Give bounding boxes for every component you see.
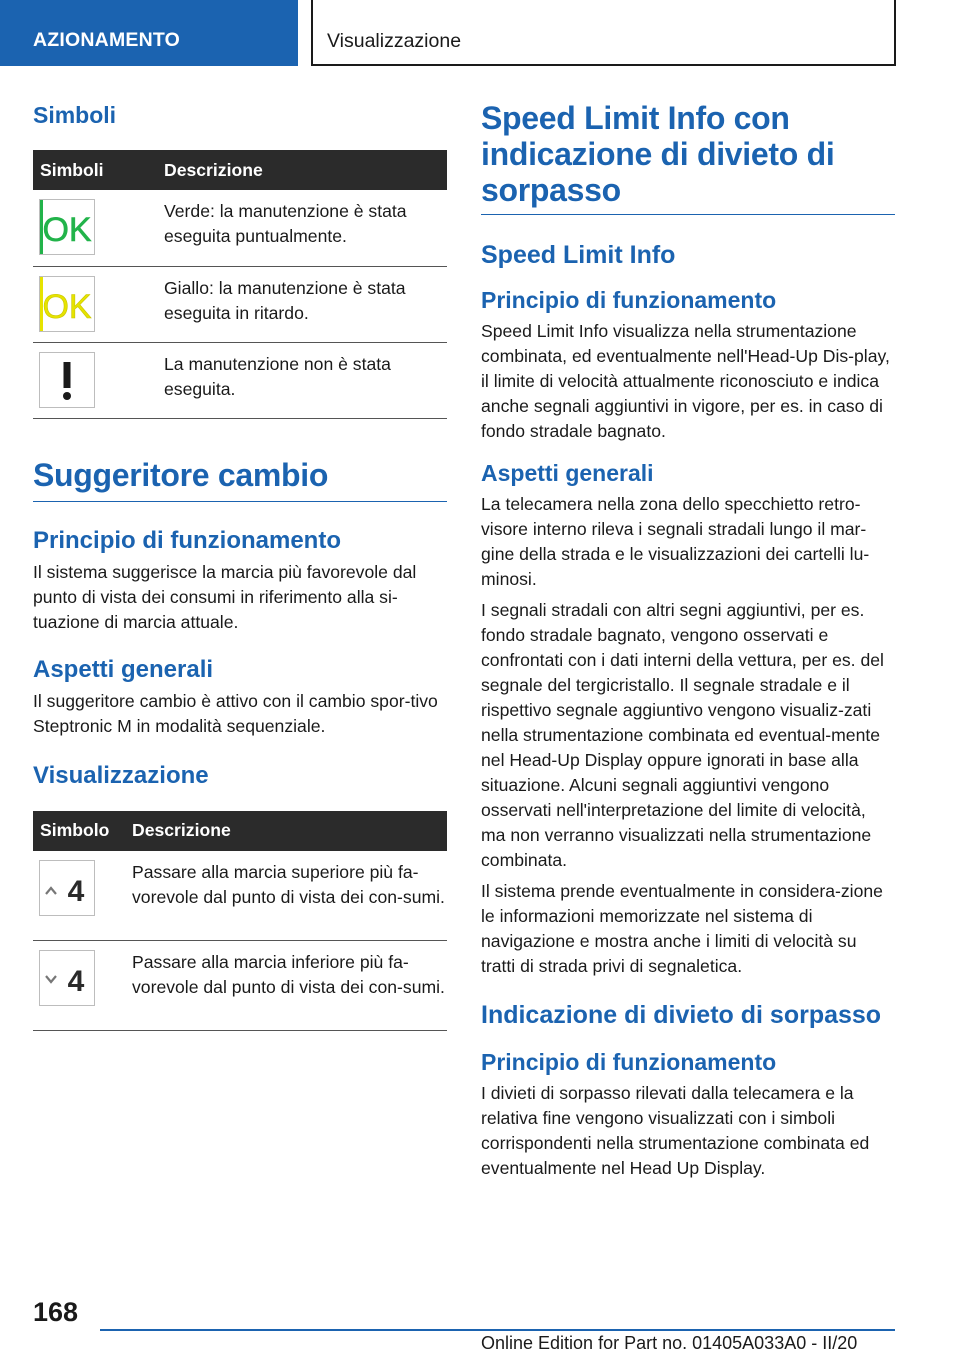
table-header-simbolo: Simbolo [33,811,124,851]
svg-text:OK: OK [42,211,92,249]
principio-text: Speed Limit Info visualizza nella strumentazione combinata, ed eventualmente nell'Head-Up Dis-play, il limite di velocità attualmente riconosciuto e indica anche segnali aggiuntivi in vigore, per es. in caso di fondo stradale bagnato. [481,321,890,441]
ok-yellow-icon [39,276,95,332]
row-description: Verde: la manutenzione è stata eseguita puntualmente. [156,190,447,266]
gear-table [33,811,447,1032]
row-description: Passare alla marcia inferiore più fa-vorevole dal punto di vista dei con-sumi. [124,941,447,1031]
svg-text:OK: OK [42,287,92,326]
principio-text: Il sistema suggerisce la marcia più favorevole dal punto di vista dei consumi in riferimento alla si-tuazione di marcia attuale. [33,561,417,632]
page-number: 168 [33,1297,79,1327]
section-tab[interactable] [0,0,298,66]
table-row [33,342,447,418]
gear-number: 4 [67,965,85,998]
ok-green-icon [39,199,95,255]
table-header-simboli: Simboli [33,150,156,190]
gear-number: 4 [67,874,85,908]
divieto-heading: Indicazione di divieto di sorpasso [481,1001,882,1029]
principio-heading: Principio di funzionamento [481,287,777,313]
aspetti-heading: Aspetti generali [481,460,654,486]
table-header-descrizione: Descrizione [124,811,447,851]
chapter-tab [311,0,896,66]
aspetti-paragraph-3: Il sistema prende eventualmente in considera-zione le informazioni memorizzate nel sistema di navigazione e mostra anche i limiti di velocità su tratti di strada privi di segnaletica. [481,881,883,976]
aspetti-paragraph-1: La telecamera nella zona dello specchietto retro-visore interno rileva i segnali stradali lungo il mar-gine della strada e le visualizzazioni dei cartelli lu-minosi. [481,494,870,589]
speed-limit-title: Speed Limit Info con indicazione di divieto di sorpasso [481,100,895,215]
exclamation-icon [39,352,95,408]
chapter-label: Visualizzazione [327,30,462,52]
aspetti-heading: Aspetti generali [33,655,214,683]
gear-down-icon [39,950,95,1006]
table-row [33,851,447,941]
row-description: La manutenzione non è stata eseguita. [156,342,447,418]
row-description: Passare alla marcia superiore più fa-vorevole dal punto di vista dei con-sumi. [124,851,447,941]
suggeritore-title: Suggeritore cambio [33,457,447,502]
principio2-text: I divieti di sorpasso rilevati dalla telecamera e la relativa fine vengono visualizzati con i simboli corrispondenti nella strumentazione combinata ed eventualmente nel Head Up Display. [481,1083,870,1178]
section-label: AZIONAMENTO [33,29,181,51]
table-header-descrizione: Descrizione [156,150,447,190]
row-description: Giallo: la manutenzione è stata eseguita in ritardo. [156,266,447,342]
right-column [481,100,895,1181]
principio-heading: Principio di funzionamento [33,526,341,554]
simboli-table [33,150,447,419]
table-header-row [33,150,447,190]
simboli-heading: Simboli [33,102,117,128]
table-row [33,941,447,1031]
left-column [33,100,447,1031]
principio2-heading: Principio di funzionamento [481,1049,777,1075]
table-header-row [33,811,447,851]
gear-up-icon [39,860,95,916]
table-row [33,190,447,266]
aspetti-paragraph-2: I segnali stradali con altri segni aggiuntivi, per es. fondo stradale bagnato, vengono osservati e confrontati con i dati interni della vettura, per es. del segnale del tergicristallo. Il segnale stradale e il rispettivo segnale aggiuntivo vengono visualiz-zati nella strumentazione combinata ed eventual-mente nel Head-Up Display oppure ignorati in base alla situazione. Alcuni segnali aggiuntivi vengono osservati nell'interpretazione del limite di velocità, ma non verranno visualizzati nella strumentazione combinata. [481,600,884,870]
footer-divider [100,1329,895,1331]
table-row [33,266,447,342]
aspetti-text: Il suggeritore cambio è attivo con il cambio spor-tivo Steptronic M in modalità sequenziale. [33,690,438,736]
visualizzazione-heading: Visualizzazione [33,761,209,789]
page-header [0,0,960,66]
edition-text: Online Edition for Part no. 01405A033A0 - II/20 [481,1333,858,1353]
sli-heading: Speed Limit Info [481,241,676,269]
